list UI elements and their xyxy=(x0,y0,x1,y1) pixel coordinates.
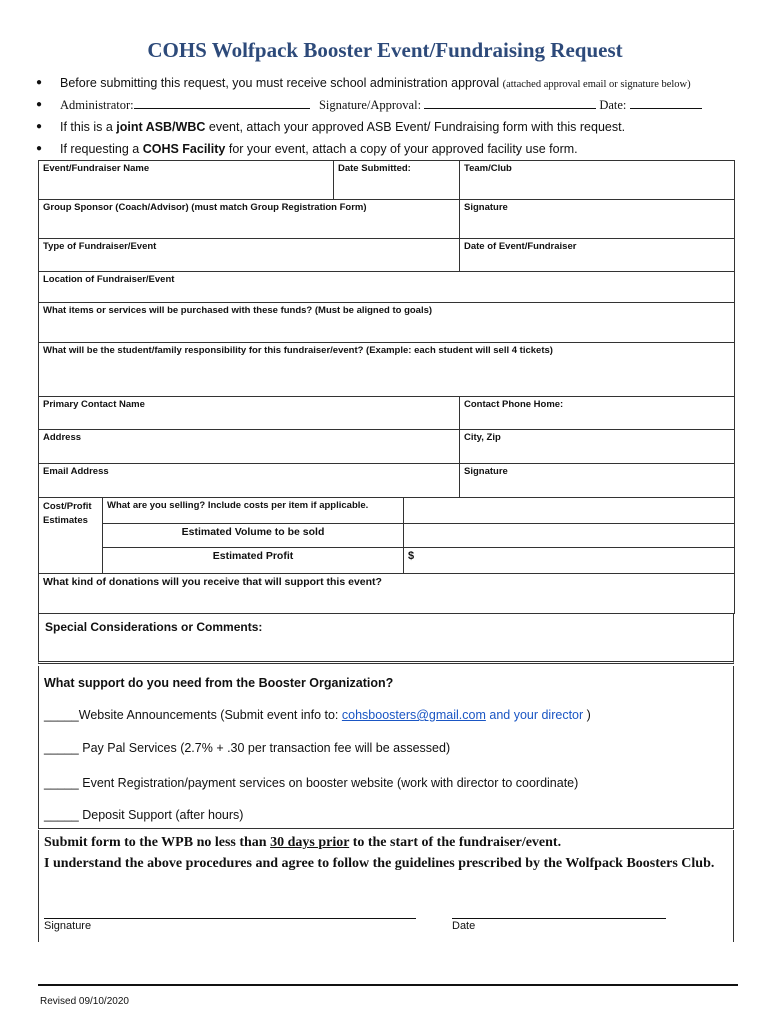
facility-bold: COHS Facility xyxy=(142,142,226,156)
deadline-underlined: 30 days prior xyxy=(270,835,350,850)
signature-caption: Signature xyxy=(44,920,92,932)
special-considerations-label: Special Considerations or Comments: xyxy=(45,620,263,634)
team-club-label: Team/Club xyxy=(464,163,512,174)
signature-approval-field[interactable] xyxy=(424,96,596,109)
cost-profit-label-cell xyxy=(38,497,103,574)
city-zip-field[interactable] xyxy=(459,429,735,464)
bullet-admin xyxy=(36,94,736,116)
instructions-list xyxy=(36,72,736,160)
items-field[interactable] xyxy=(38,302,735,343)
website-text: Website Announcements (Submit event info to: xyxy=(78,708,342,722)
administrator-field[interactable] xyxy=(134,96,310,109)
donations-label: What kind of donations will you receive that will support this event? xyxy=(43,576,382,588)
est-volume-field[interactable] xyxy=(403,523,735,548)
primary-contact-field[interactable] xyxy=(38,396,460,430)
approval-text: Before submitting this request, you must receive school administration approval xyxy=(60,76,500,90)
selling-label-cell xyxy=(102,497,404,524)
location-label: Location of Fundraiser/Event xyxy=(43,274,175,285)
contact-phone-label: Contact Phone Home: xyxy=(464,399,564,410)
website-blank[interactable]: _____ xyxy=(44,708,79,722)
revised-date: Revised 09/10/2020 xyxy=(40,996,129,1007)
items-label: What items or services will be purchased with these funds? (Must be aligned to goals) xyxy=(43,305,433,316)
paypal-option[interactable]: _____ Pay Pal Services (2.7% + .30 per transaction fee will be assessed) xyxy=(44,741,451,755)
joint-pre: If this is a xyxy=(60,120,117,134)
bullet-approval xyxy=(36,72,736,94)
event-type-field[interactable] xyxy=(38,238,460,272)
booster-email-link[interactable]: cohsboosters@gmail.com xyxy=(341,708,486,722)
group-sponsor-label: Group Sponsor (Coach/Advisor) (must match Group Registration Form) xyxy=(43,202,367,213)
page-title: COHS Wolfpack Booster Event/Fundraising Request xyxy=(147,38,623,62)
estimates-label: Estimates xyxy=(43,515,88,526)
date-submitted-label: Date Submitted: xyxy=(338,163,411,174)
event-type-label: Type of Fundraiser/Event xyxy=(43,241,157,252)
submit-deadline xyxy=(44,832,734,853)
divider xyxy=(38,828,734,831)
cost-profit-label: Cost/Profit xyxy=(43,501,92,512)
contact-phone-field[interactable] xyxy=(459,396,735,430)
support-heading: What support do you need from the Booster Organization? xyxy=(44,676,394,690)
date-field[interactable] xyxy=(630,96,702,109)
joint-bold: joint ASB/WBC xyxy=(116,120,206,134)
joint-post: event, attach your approved ASB Event/ Fundraising form with this request. xyxy=(205,120,626,134)
est-volume-label-cell xyxy=(102,523,404,548)
selling-field[interactable] xyxy=(403,497,735,524)
est-volume-label: Estimated Volume to be sold xyxy=(181,526,325,538)
approval-note: (attached approval email or signature below) xyxy=(502,79,691,90)
facility-post: for your event, attach a copy of your approved facility use form. xyxy=(225,142,578,156)
event-date-label: Date of Event/Fundraiser xyxy=(464,241,577,252)
left-rule xyxy=(38,830,39,942)
website-director-text: and your director xyxy=(485,708,584,722)
event-registration-option[interactable]: _____ Event Registration/payment services on booster website (work with director to coordinate) xyxy=(44,776,579,790)
agreement-text: I understand the above procedures and agree to follow the guidelines prescribed by the Wolfpack Boosters Club. xyxy=(44,856,715,871)
bullet-facility xyxy=(36,138,736,160)
sponsor-signature-label: Signature xyxy=(464,202,508,213)
location-field[interactable] xyxy=(38,271,735,303)
event-name-label: Event/Fundraiser Name xyxy=(43,163,150,174)
group-sponsor-field[interactable] xyxy=(38,199,460,239)
responsibility-field[interactable] xyxy=(38,342,735,397)
est-profit-field[interactable] xyxy=(403,547,735,574)
sponsor-signature-field[interactable] xyxy=(459,199,735,239)
event-name-field[interactable] xyxy=(38,160,334,200)
date-label: Date: xyxy=(599,98,627,112)
website-close: ) xyxy=(583,708,591,722)
selling-label: What are you selling? Include costs per item if applicable. xyxy=(107,500,369,511)
facility-pre: If requesting a xyxy=(60,142,143,156)
email-field[interactable] xyxy=(38,463,460,498)
special-considerations-field[interactable] xyxy=(38,613,734,664)
date-line[interactable] xyxy=(452,918,666,919)
deposit-support-option[interactable]: _____ Deposit Support (after hours) xyxy=(44,808,244,822)
contact-signature-field[interactable] xyxy=(459,463,735,498)
donations-field[interactable] xyxy=(38,573,735,614)
est-profit-label: Estimated Profit xyxy=(212,550,294,562)
city-zip-label: City, Zip xyxy=(464,432,501,443)
responsibility-label: What will be the student/family responsibility for this fundraiser/event? (Example: each student will sell 4 tickets) xyxy=(43,345,553,356)
deadline-post: to the start of the fundraiser/event. xyxy=(349,835,562,850)
est-profit-label-cell xyxy=(102,547,404,574)
primary-contact-label: Primary Contact Name xyxy=(43,399,145,410)
administrator-label: Administrator: xyxy=(60,98,134,112)
submit-statement xyxy=(44,832,734,874)
date-submitted-field[interactable] xyxy=(333,160,460,200)
address-label: Address xyxy=(43,432,82,443)
website-announcements-option[interactable] xyxy=(44,708,591,722)
contact-signature-label: Signature xyxy=(464,466,508,477)
signature-approval-label: Signature/Approval: xyxy=(318,98,422,112)
address-field[interactable] xyxy=(38,429,460,464)
event-date-field[interactable] xyxy=(459,238,735,272)
footer-rule xyxy=(38,984,738,986)
dollar-sign: $ xyxy=(408,550,415,562)
bullet-joint xyxy=(36,116,736,138)
deadline-pre: Submit form to the WPB no less than xyxy=(44,835,271,850)
signature-line[interactable] xyxy=(44,918,416,919)
email-label: Email Address xyxy=(43,466,109,477)
date-caption: Date xyxy=(452,920,476,932)
team-club-field[interactable] xyxy=(459,160,735,200)
